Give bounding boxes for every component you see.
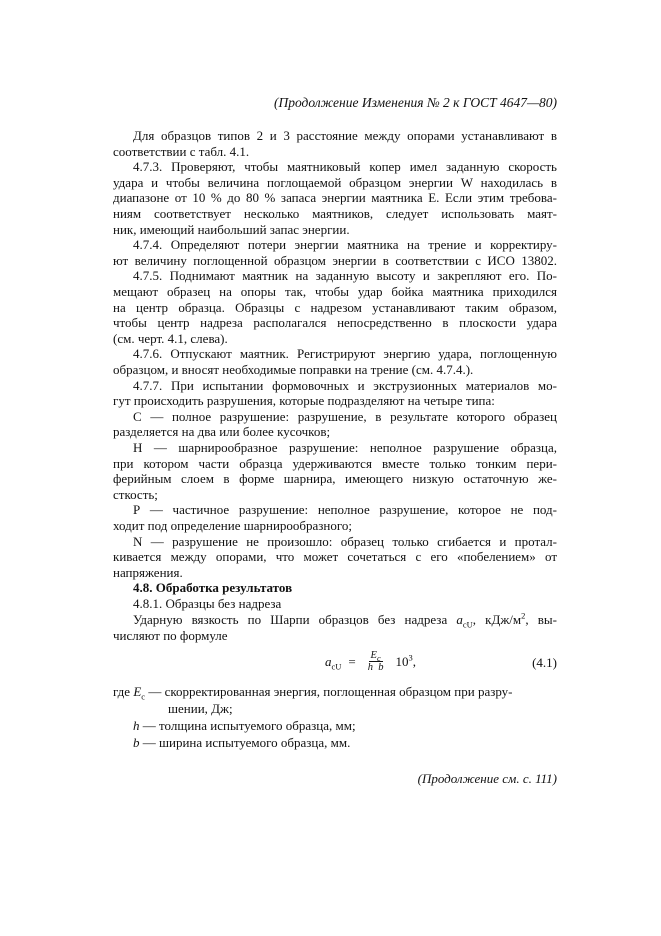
section-heading: 4.8. Обработка результатов — [133, 580, 293, 596]
text: , вы- — [525, 612, 557, 627]
text: , — [412, 654, 417, 669]
symbol: a — [325, 654, 332, 669]
text-line: кивается между опорами, что может сочетаться с его «побелением» от — [113, 549, 557, 565]
text-line: 4.7.6. Отпускают маятник. Регистрируют энергию удара, поглощенную — [133, 346, 557, 362]
text-line: соответствии с табл. 4.1. — [113, 143, 250, 159]
symbol: b — [133, 735, 140, 750]
subscript: cU — [462, 619, 473, 630]
subscript: c — [376, 653, 381, 664]
text-line: диапазоне от 10 % до 80 % запаса энергии маятника E. Если этим требова- — [113, 190, 557, 206]
text-line: Р — частичное разрушение: неполное разрушение, которое не под- — [133, 502, 557, 518]
text: , кДж/м — [472, 612, 522, 627]
symbol: E — [370, 650, 377, 661]
subscript: c — [141, 691, 146, 702]
symbol: h — [133, 718, 140, 733]
formula-lhs — [325, 654, 342, 672]
text: где — [113, 684, 131, 699]
text-line: Для образцов типов 2 и 3 расстояние между опорами устанавливают в — [133, 128, 557, 143]
text-line: при котором части образца удерживаются вместе только тонким пери- — [113, 455, 557, 471]
definition-b — [133, 735, 350, 750]
text-line: N — разрушение не произошло: образец только сгибается и протал- — [133, 533, 557, 549]
continuation-note: (Продолжение см. с. 111) — [417, 771, 557, 786]
text-line: 4.7.5. Поднимают маятник на заданную высоту и закрепляют его. По- — [133, 268, 557, 284]
text: — толщина испытуемого образца, мм; — [142, 718, 356, 733]
multiplier — [396, 654, 417, 669]
definition-e-cont: шении, Дж; — [168, 701, 233, 716]
superscript: 2 — [521, 610, 526, 621]
charpy-paragraph-line2: числяют по формуле — [113, 628, 228, 643]
formula-4-1 — [325, 650, 416, 673]
text-line: гут происходить разрушения, которые подразделяют на четыре типа: — [113, 393, 495, 409]
text-line: удара и чтобы величина поглощаемой образцом энергии W находилась в — [113, 174, 557, 190]
text-line: Н — шарнирообразное разрушение: неполное разрушение образца, — [133, 440, 557, 455]
text-line: 4.7.7. При испытании формовочных и экструзионных материалов мо- — [133, 377, 557, 393]
text-line: разделяется на два или более кусочков; — [113, 424, 331, 440]
charpy-paragraph — [133, 610, 557, 630]
definition-e — [113, 684, 513, 702]
equation-number: (4.1) — [532, 655, 557, 670]
text-line: ходит под определение шарнирообразного; — [113, 518, 353, 533]
text-line: (см. черт. 4.1, слева). — [113, 330, 228, 346]
equals-sign: = — [348, 654, 356, 669]
text-line: С — полное разрушение: разрушение, в результате которого образец — [133, 408, 557, 424]
text-line: чтобы центр надреза располагался непосредственно в плоскости удара — [113, 315, 557, 331]
text: Ударную вязкость по Шарпи образцов без надреза — [133, 612, 457, 627]
symbol: E — [133, 684, 142, 699]
text-line: 4.7.3. Проверяют, чтобы маятниковый копер имел заданную скорость — [133, 159, 557, 175]
text-line: на центр образца. Образцы с надрезом устанавливают таким образом, — [113, 299, 557, 315]
text-line: ник, имеющий наибольший запас энергии. — [113, 221, 350, 237]
symbol: a — [456, 612, 463, 627]
text: — ширина испытуемого образца, мм. — [142, 735, 351, 750]
text-line: ют величину поглощенной образцом энергии в соответствии с ИСО 13802. — [113, 252, 557, 268]
text-line: мещают образец на опоры так, чтобы удар бойка маятника приходился — [113, 284, 557, 299]
subscript: cU — [331, 661, 342, 672]
text: 10 — [395, 654, 409, 669]
text: — скорректированная энергия, поглощенная образцом при разру- — [148, 684, 513, 699]
running-header: (Продолжение Изменения № 2 к ГОСТ 4647—80) — [273, 95, 557, 110]
text-line: 4.8.1. Образцы без надреза — [133, 596, 282, 611]
fraction — [368, 650, 384, 673]
text-line: напряжения. — [113, 564, 183, 580]
definition-h — [133, 718, 356, 733]
text-line: сткость; — [113, 486, 158, 502]
numerator — [369, 650, 383, 662]
text-line: образцом, и вносят необходимые поправки на трение (см. 4.7.4.). — [113, 362, 474, 377]
text-line: ниям соответствует несколько маятников, следует использовать маят- — [113, 206, 557, 221]
text-line: ферийным слоем в форме шарнира, имеющего низкую остаточную же- — [113, 471, 557, 487]
superscript: 3 — [408, 652, 413, 663]
denominator: h b — [367, 662, 384, 673]
text-line: 4.7.4. Определяют потери энергии маятника на трение и корректиру- — [133, 237, 557, 253]
